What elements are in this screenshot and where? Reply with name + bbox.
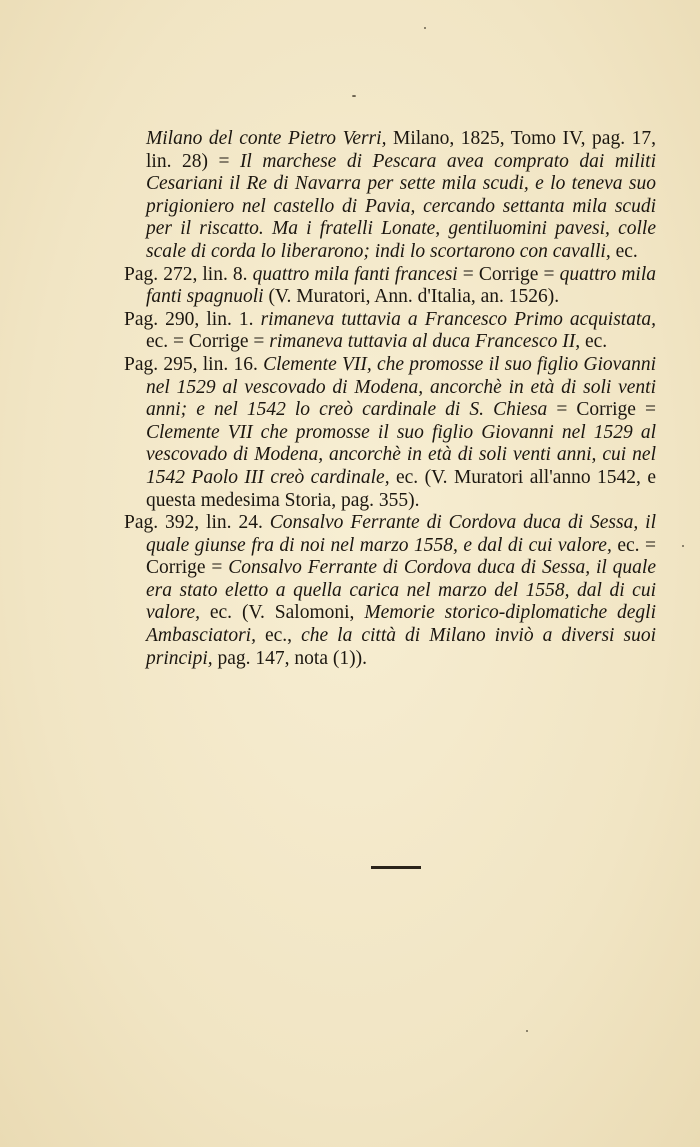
errata-text (124, 128, 656, 670)
errata-entry-pag-272 (124, 264, 656, 309)
italic-text: quattro mila fanti francesi (252, 263, 463, 285)
errata-entry-continuation (124, 128, 656, 264)
italic-text: Il marchese di Pescara avea comprato dai militi Cesariani il Re di Navarra per sette mila scudi, e lo teneva suo prigioniero nel castello di Pavia, cercando settanta mila scudi per il riscatto. Ma i fratelli Lonate, gentiluomini pavesi, colle scale di corda lo liberarono; indi lo scortarono con cavalli, (146, 150, 657, 262)
italic-text: Clemente VII, che promosse il suo figlio Giovanni nel 1529 al vescovado di Modena, ancorchè in età di soli venti anni; e nel 1542 lo creò cardinale di S. Chiesa (146, 353, 657, 421)
errata-entry-pag-295 (124, 354, 656, 512)
errata-entry-pag-290 (124, 309, 656, 354)
paper-speck (352, 95, 356, 97)
roman-text: (V. Muratori, Ann. d'Italia, an. 1526). (268, 286, 560, 308)
paper-speck (526, 1030, 528, 1032)
italic-text: quattro mila fanti spagnuoli (146, 263, 656, 308)
roman-text: ec. = Corrige = (146, 534, 656, 579)
roman-text: pag. 147, nota (1)). (217, 647, 367, 669)
roman-text: ec. (615, 240, 638, 262)
roman-text: ec. (V. Muratori all'anno 1542, e questa medesima Storia, pag. 355). (146, 466, 656, 511)
roman-text: = Corrige = (462, 263, 560, 285)
roman-text: Pag. 295, lin. 16. (124, 353, 264, 375)
end-rule (371, 866, 421, 869)
italic-text: rimaneva tuttavia al duca Francesco II, (269, 331, 585, 353)
roman-text: Pag. 392, lin. 24. (124, 512, 270, 534)
roman-text: ec. = Corrige = (146, 331, 270, 353)
paper-speck (424, 27, 426, 29)
roman-text: ec. (584, 331, 608, 353)
italic-text: che la città di Milano inviò a diversi suoi principi, (146, 625, 656, 669)
italic-text: rimaneva tuttavia a Francesco Primo acquistata, (260, 308, 656, 330)
errata-entry-pag-392 (124, 512, 656, 670)
roman-text: = Corrige = (556, 399, 657, 421)
italic-text: Memorie storico-diplomatiche degli Ambasciatori, (146, 602, 657, 647)
italic-text: Consalvo Ferrante di Cordova duca di Sessa, il quale era stato eletto a quella carica nel marzo del 1558, dal di cui valore, (146, 557, 656, 624)
roman-text: ec., (264, 625, 302, 647)
italic-text: Consalvo Ferrante di Cordova duca di Sessa, il quale giunse fra di noi nel marzo 1558, e dal di cui valore, (146, 512, 656, 556)
roman-text: ec. (V. Salomoni, (209, 602, 365, 624)
roman-text: Pag. 290, lin. 1. (124, 308, 261, 330)
italic-text: Milano del conte Pietro Verri, (146, 128, 393, 149)
roman-text: Milano, 1825, Tomo IV, pag. 17, lin. 28) = (146, 128, 656, 172)
paper-speck (682, 545, 684, 547)
italic-text: Clemente VII che promosse il suo figlio Giovanni nel 1529 al vescovado di Modena, ancorchè in età di soli venti anni, cui nel 1542 Paolo III creò cardinale, (146, 421, 656, 488)
roman-text: Pag. 272, lin. 8. (124, 263, 253, 285)
